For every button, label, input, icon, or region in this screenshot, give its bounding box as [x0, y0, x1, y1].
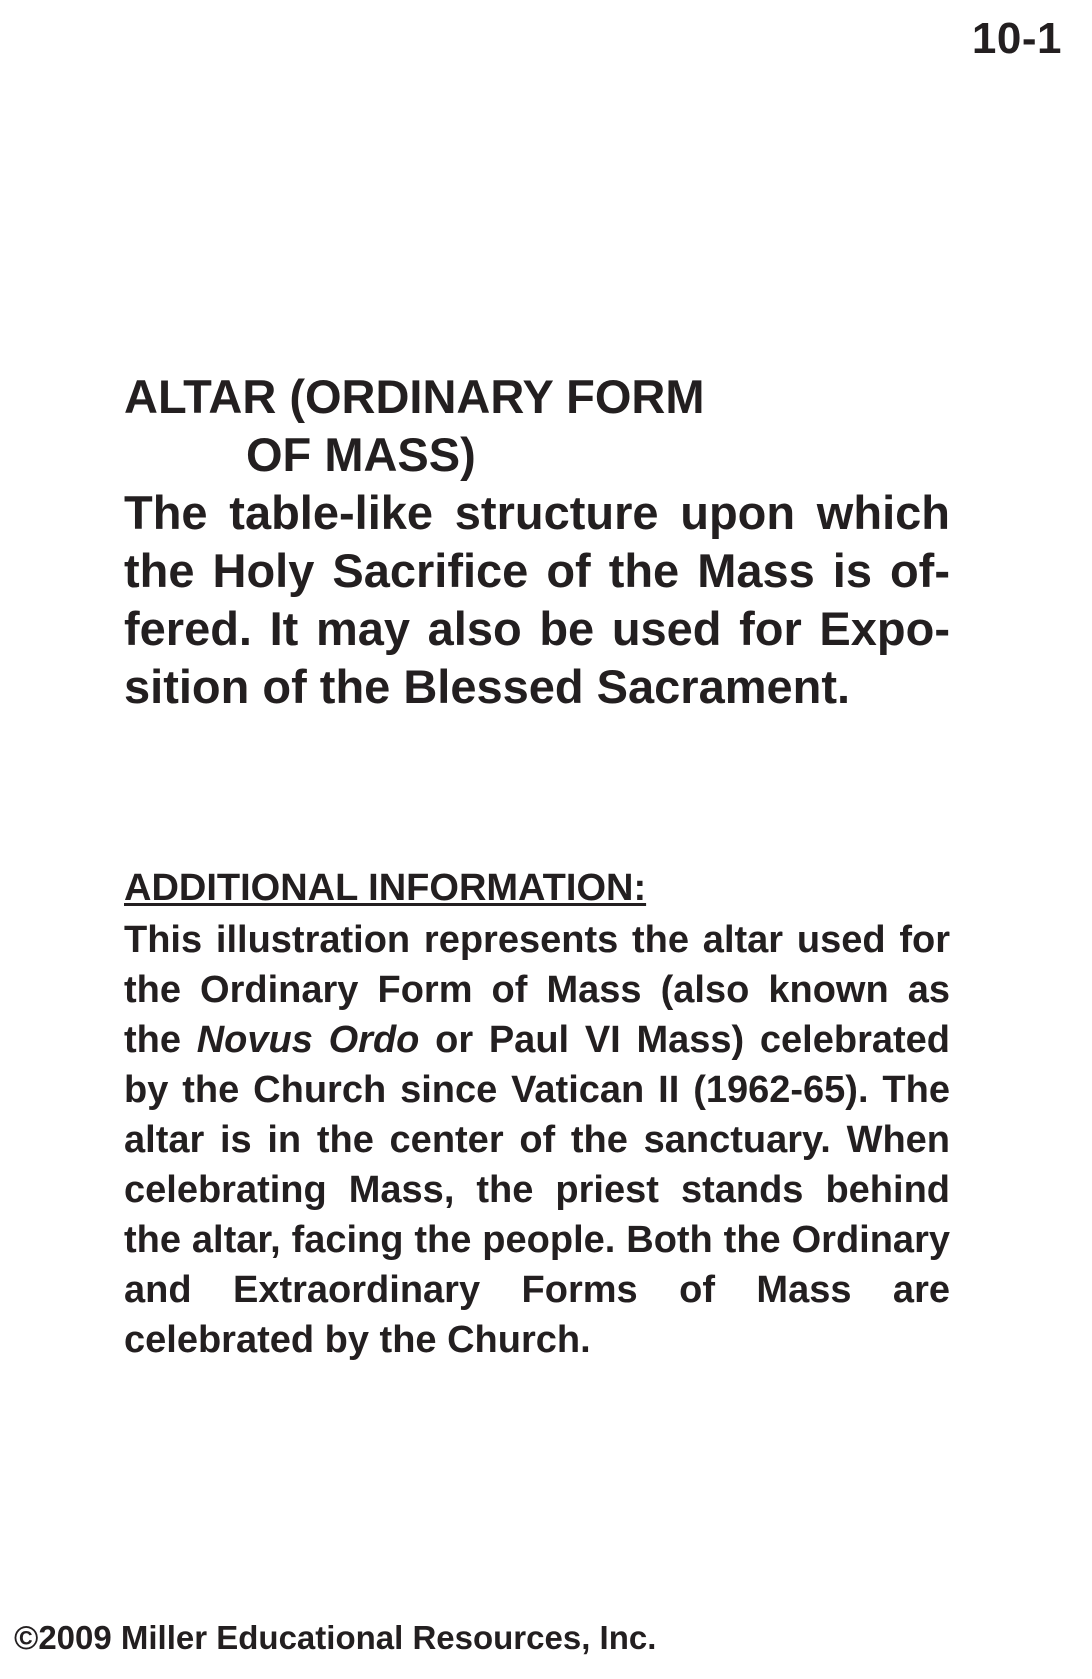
glossary-entry [124, 368, 950, 716]
page-number: 10-1 [971, 14, 1062, 63]
additional-information-heading: ADDITIONAL INFORMATION: [124, 867, 647, 909]
info-text-part-1: This illustration represents the altar used for the Ordinary Form of Mass (also known as the [124, 919, 950, 1061]
info-text-part-2: or Paul VI Mass) celebrated by the Church since Vatican II (1962-65). The altar is in the center of the sanctuary. When celebrating Mass, the priest stands behind the altar, facing the people. Both the Ordinary and Extraordinary Forms of Mass are celebrated by the Church. [124, 1019, 950, 1361]
entry-term-line-2: OF MASS) [246, 428, 476, 481]
info-text-italic: Novus Ordo [196, 1019, 420, 1061]
entry-definition: The table-like structure upon which the Holy Sacrifice of the Mass is offered. It may also be used for Exposition of the Blessed Sacrament. [124, 486, 950, 713]
additional-information-text [124, 915, 950, 1365]
copyright-notice: ©2009 Miller Educational Resources, Inc. [14, 1619, 657, 1656]
entry-term-line-1: ALTAR (ORDINARY FORM [124, 370, 705, 423]
additional-information-section [124, 865, 950, 1365]
